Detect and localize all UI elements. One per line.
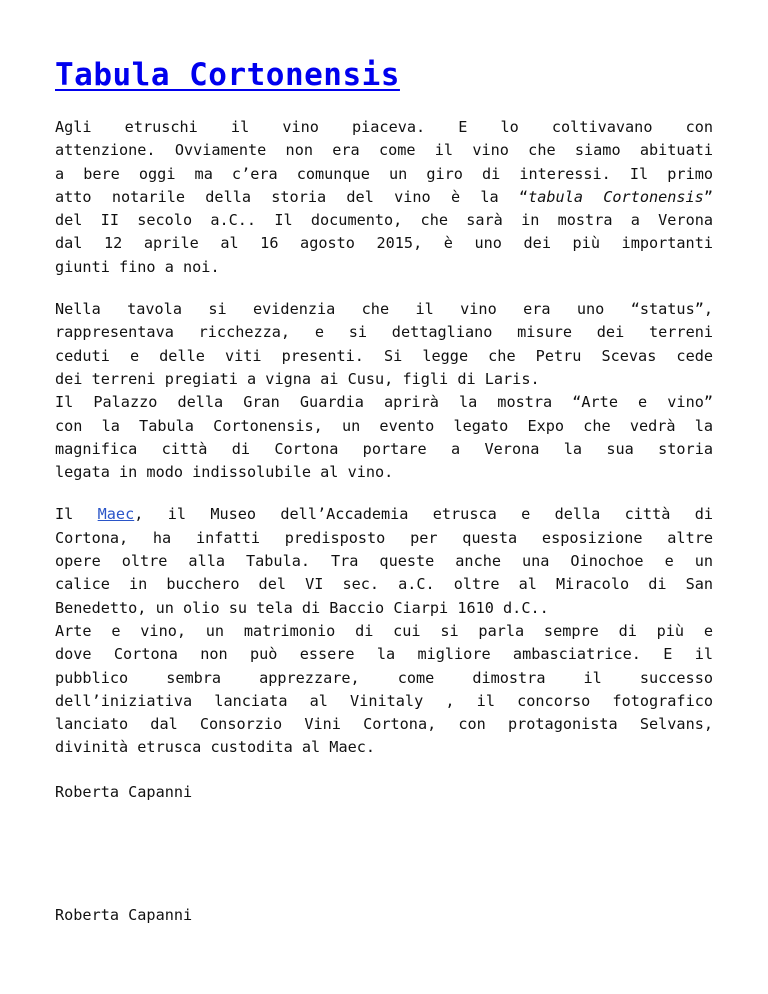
text-line: rappresentava ricchezza, e si dettagliano misure dei terreni [55, 323, 713, 342]
text-line: magnifica città di Cortona portare a Verona la sua storia [55, 439, 713, 458]
page-title [55, 53, 713, 97]
text-line: Il Palazzo della Gran Guardia aprirà la mostra “Arte e vino” [55, 393, 713, 412]
text-line: calice in bucchero del VI sec. a.C. oltre al Miracolo di San [55, 575, 713, 594]
author-signature: Roberta Capanni [55, 782, 193, 801]
text-line: legata in modo indissolubile al vino. [55, 463, 394, 482]
text-line: attenzione. Ovviamente non era come il vino che siamo abituati [55, 141, 713, 160]
text-line: lanciato dal Consorzio Vini Cortona, con protagonista Selvans, [55, 715, 713, 734]
text-line: opere oltre alla Tabula. Tra queste anche una Oinochoe e un [55, 552, 713, 571]
text-segment: ” [703, 187, 713, 206]
text-segment: atto notarile della storia del vino è la “ [55, 187, 529, 206]
text-segment: , il Museo dell’Accademia etrusca e della città di [134, 505, 713, 524]
italic-term: tabula Cortonensis [528, 187, 704, 206]
paragraph-3 [55, 503, 713, 759]
paragraph-1 [55, 116, 713, 279]
text-line: pubblico sembra apprezzare, come dimostra il successo [55, 668, 713, 687]
maec-link[interactable]: Maec [97, 505, 135, 524]
text-line: Benedetto, un olio su tela di Baccio Ciarpi 1610 d.C.. [55, 598, 549, 617]
text-line: del II secolo a.C.. Il documento, che sarà in mostra a Verona [55, 211, 713, 230]
text-line [55, 503, 713, 526]
text-line: Cortona, ha infatti predisposto per questa esposizione altre [55, 528, 713, 547]
article [55, 0, 713, 924]
text-line: dal 12 aprile al 16 agosto 2015, è uno dei più importanti [55, 234, 713, 253]
text-line: giunti fino a noi. [55, 257, 220, 276]
author-signature-bottom: Roberta Capanni [55, 906, 193, 924]
text-line: con la Tabula Cortonensis, un evento legato Expo che vedrà la [55, 416, 713, 435]
text-line: dell’iniziativa lanciata al Vinitaly , il concorso fotografico [55, 691, 713, 710]
text-line: a bere oggi ma c’era comunque un giro di interessi. Il primo [55, 164, 713, 183]
text-line: divinità etrusca custodita al Maec. [55, 738, 376, 757]
paragraph-2 [55, 298, 713, 484]
text-line: Arte e vino, un matrimonio di cui si parla sempre di più e [55, 621, 713, 640]
text-line: Nella tavola si evidenzia che il vino era uno “status”, [55, 300, 713, 319]
text-line: Agli etruschi il vino piaceva. E lo coltivavano con [55, 118, 713, 136]
title-link[interactable]: Tabula Cortonensis [55, 57, 400, 93]
text-line [55, 186, 713, 209]
text-line: dei terreni pregiati a vigna ai Cusu, figli di Laris. [55, 369, 540, 388]
text-line: dove Cortona non può essere la migliore ambasciatrice. E il [55, 645, 713, 664]
text-segment: Il [55, 505, 98, 524]
text-line: ceduti e delle viti presenti. Si legge che Petru Scevas cede [55, 346, 713, 365]
